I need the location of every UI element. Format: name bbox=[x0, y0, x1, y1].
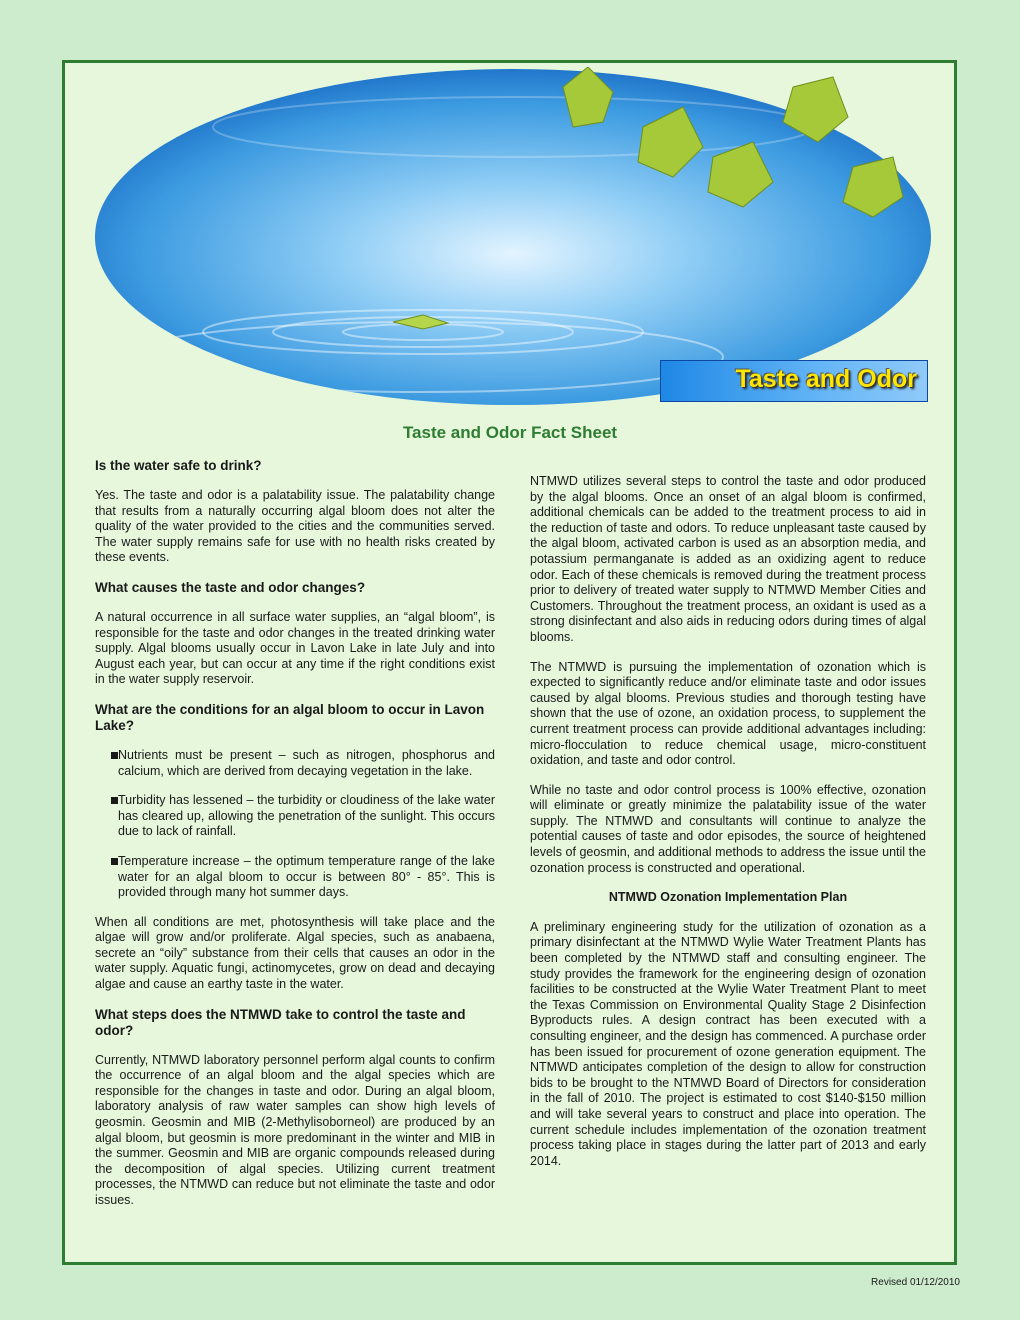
paragraph: Yes. The taste and odor is a palatability issue. The palatability change that results from a naturally occurring algal bloom does not alter the quality of the water provided to the cities and the communities served. The water supply remains safe for use with no health risks created by these events. bbox=[95, 488, 495, 565]
square-bullet-icon bbox=[111, 752, 118, 759]
paragraph: NTMWD utilizes several steps to control the taste and odor produced by the algal blooms. Once an onset of an algal bloom is confirmed, additional chemicals can be added to the treatment process to aid in the reduction of taste and odors. To reduce unpleasant taste caused by the algal bloom, activated carbon is used as an absorption media, and potassium permanganate is added as an oxidizing agent to reduce odor. Each of these chemicals is removed during the treatment process prior to delivery of treated water supply to NTMWD Member Cities and Customers. Throughout the treatment process, an oxidant is used as a strong disinfectant and also aids in reducing odors during times of algal blooms. bbox=[530, 474, 926, 644]
paragraph: A natural occurrence in all surface water supplies, an “algal bloom”, is responsible for the taste and odor changes in the treated drinking water supply. Algal blooms usually occur in Lavon Lake in late July and into August each year, but can occur at any time if the right conditions exist in the water supply reservoir. bbox=[95, 609, 495, 687]
heading-steps: What steps does the NTMWD take to control the taste and odor? bbox=[95, 1006, 466, 1038]
page-title: Taste and Odor Fact Sheet bbox=[402, 423, 618, 442]
paragraph: Currently, NTMWD laboratory personnel perform algal counts to confirm the occurrence of an algal bloom and the algal species which are responsible for the changes in taste and odor. During an algal bloom, laboratory analysis of raw water samples can show high levels of geosmin. Geosmin and MIB (2-Methylisoborneol) are produced by an algal bloom, but geosmin is more predominant in the winter and MIB in the summer. Geosmin and MIB are organic compounds released during the decomposition of algal species. Utilizing current treatment processes, the NTMWD can reduce but not eliminate the taste and odor issues. bbox=[95, 1052, 495, 1207]
heading-causes: What causes the taste and odor changes? bbox=[95, 579, 366, 595]
heading-ozonation-plan: NTMWD Ozonation Implementation Plan bbox=[608, 890, 848, 905]
banner-title: Taste and Odor bbox=[735, 365, 917, 393]
heading-conditions: What are the conditions for an algal bloom to occur in Lavon Lake? bbox=[95, 701, 485, 733]
square-bullet-icon bbox=[111, 797, 118, 804]
paragraph: The NTMWD is pursuing the implementation of ozonation which is expected to significantly reduce and/or eliminate taste and odor issues caused by algal blooms. Previous studies and thorough testing have shown that the use of ozone, an oxidation process, to supplement the current treatment process can provide additional advantages including: micro-flocculation to reduce chemical usage, micro-constituent oxidation, and taste and odor control. bbox=[530, 659, 926, 768]
conditions-list bbox=[95, 748, 495, 901]
list-item: Turbidity has lessened – the turbidity or cloudiness of the lake water has cleared up, allowing the penetration of the sunlight. This occurs due to lack of rainfall. bbox=[95, 793, 495, 840]
left-column bbox=[95, 458, 495, 1223]
heading-safe-to-drink: Is the water safe to drink? bbox=[95, 458, 262, 473]
list-item: Nutrients must be present – such as nitrogen, phosphorus and calcium, which are derived from decaying vegetation in the lake. bbox=[95, 748, 495, 779]
title-banner bbox=[660, 360, 928, 402]
paragraph: While no taste and odor control process is 100% effective, ozonation will eliminate or greatly minimize the palatability issue of the water supply. The NTMWD and consultants will continue to analyze the potential causes of taste and odor episodes, the source of heightened levels of geosmin, and additional methods to address the issue until the ozonation process is constructed and operational. bbox=[530, 782, 926, 875]
revised-date: Revised 01/12/2010 bbox=[871, 1277, 960, 1288]
square-bullet-icon bbox=[111, 858, 118, 865]
list-item: Temperature increase – the optimum temperature range of the lake water for an algal bloom to occur is between 80° - 85°. This is provided through many hot summer days. bbox=[95, 854, 495, 901]
right-column bbox=[530, 474, 926, 1183]
paragraph: A preliminary engineering study for the utilization of ozonation as a primary disinfectant at the NTMWD Wylie Water Treatment Plants has been completed by the NTMWD staff and consulting engineer. The study provides the framework for the engineering design of ozonation facilities to be constructed at the Wylie Water Treatment Plant to meet the Texas Commission on Environmental Quality Stage 2 Disinfection Byproducts rules. A design contract has been executed with a consulting engineer, and the design has commenced. A purchase order has been issued for procurement of ozone generation equipment. The NTMWD anticipates completion of the design to allow for construction bids to be brought to the NTMWD Board of Directors for consideration in the fall of 2010. The project is estimated to cost $140-$150 million and will take several years to construct and place into operation. The current schedule includes implementation of the ozonation treatment process taking place in stages during the latter part of 2013 and early 2014. bbox=[530, 919, 926, 1168]
paragraph: When all conditions are met, photosynthesis will take place and the algae will grow and/or proliferate. Algal species, such as anabaena, secrete an “oily” substance from their cells that causes an odor in the water supply. Aquatic fungi, actinomycetes, grow on dead and decaying algae and cause an earthy taste in the water. bbox=[95, 914, 495, 992]
water-leaves-image bbox=[93, 67, 933, 407]
